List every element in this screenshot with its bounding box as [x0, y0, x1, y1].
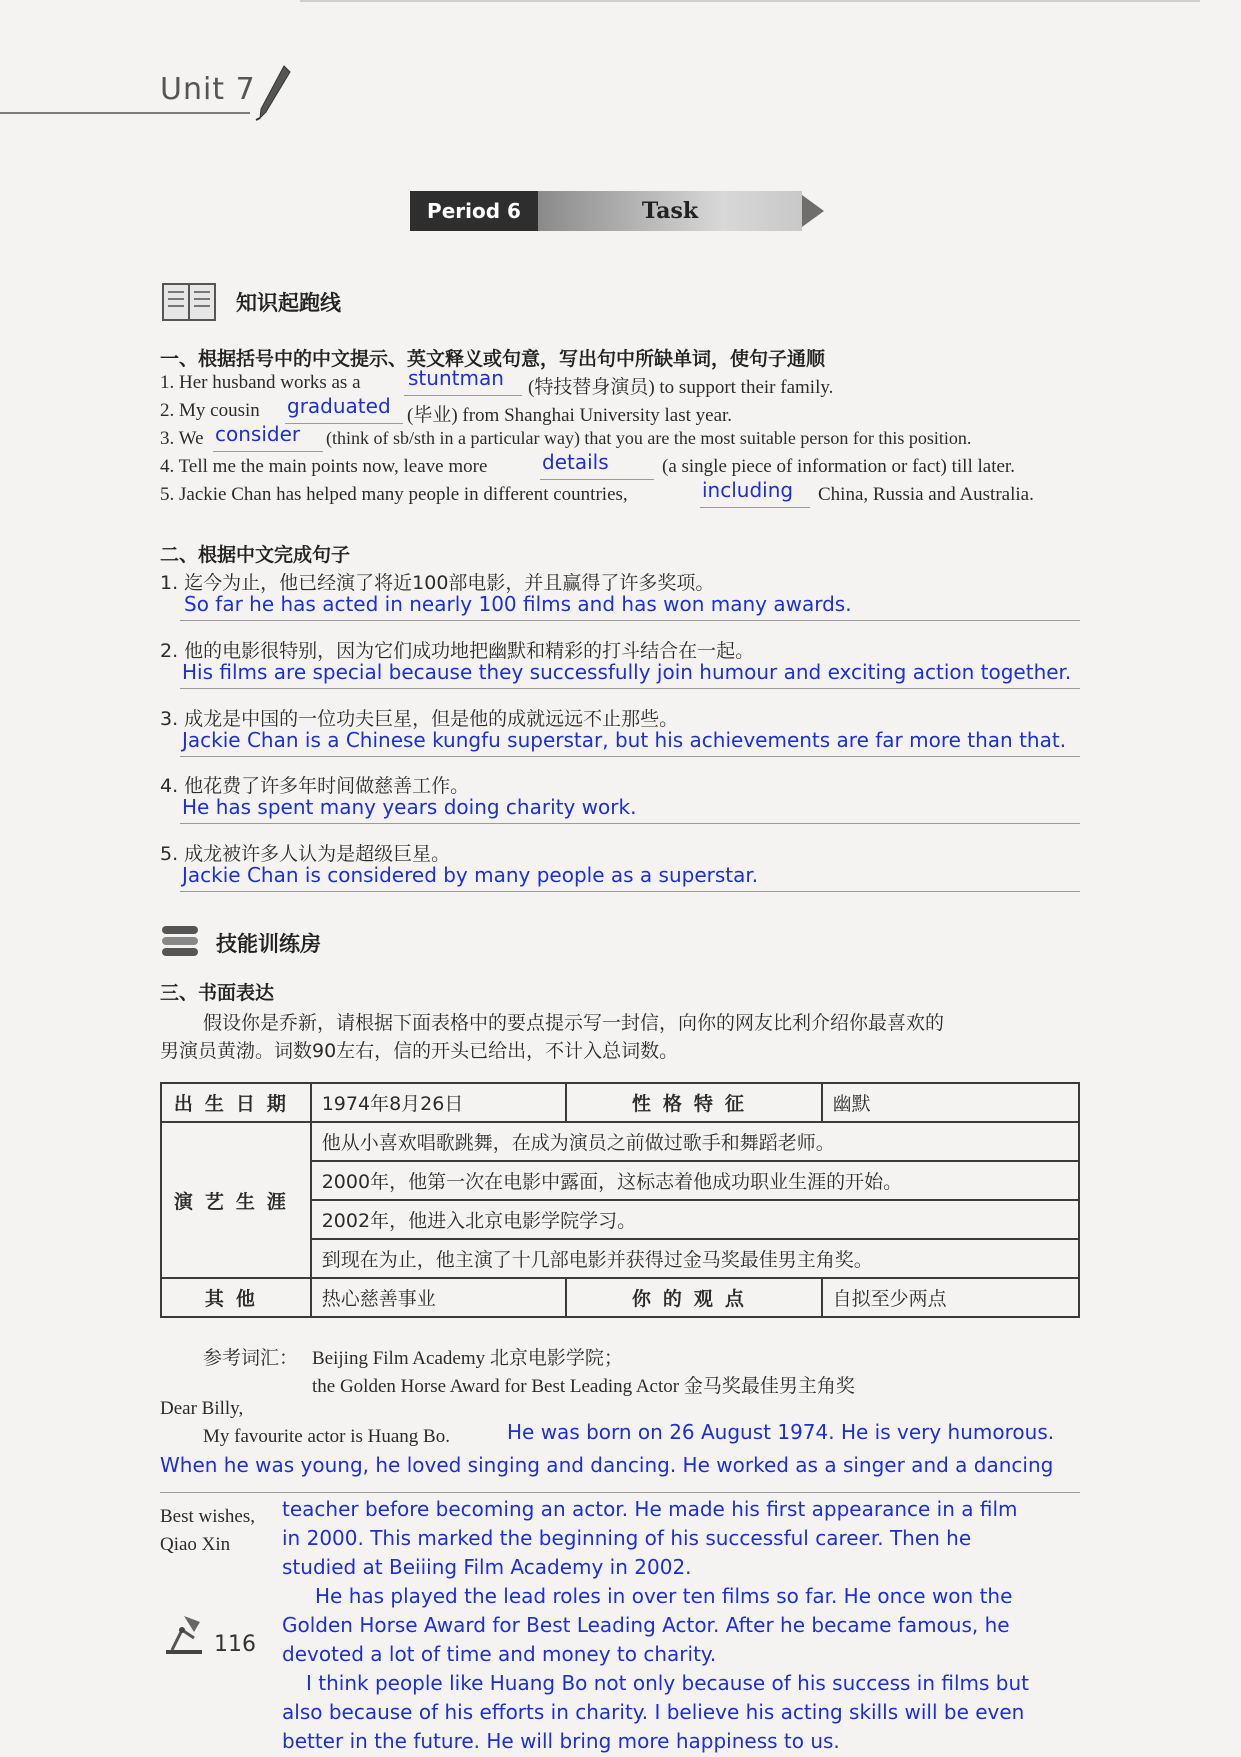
- letter-answer-line-10: also because of his efforts in charity. I believe his acting skills will be even: [282, 1700, 1025, 1724]
- career-label: 演艺生涯: [161, 1122, 311, 1278]
- vocab-label: 参考词汇：: [203, 1348, 299, 1369]
- answer-line: [180, 620, 1080, 621]
- part1-item-2-rest: (毕业) from Shanghai University last year.: [407, 405, 733, 426]
- table-row: [161, 1083, 1079, 1122]
- desk-lamp-icon: [160, 1608, 208, 1658]
- vocab-line-1: Beijing Film Academy 北京电影学院；: [312, 1348, 623, 1369]
- letter-answer-line-9: I think people like Huang Bo not only because of his success in films but: [306, 1671, 1029, 1695]
- table-row: [161, 1122, 1079, 1161]
- letter-answer-line-8: devoted a lot of time and money to charity.: [282, 1642, 717, 1666]
- part1-item-1: 1. Her husband works as a: [160, 372, 361, 393]
- stack-icon: [160, 924, 200, 958]
- part2-answer-3: Jackie Chan is a Chinese kungfu superstar, but his achievements are far more than that.: [182, 728, 1067, 752]
- part1-item-4: 4. Tell me the main points now, leave more: [160, 456, 488, 477]
- part2-prompt-5: 5. 成龙被许多人认为是超级巨星。: [160, 843, 451, 865]
- top-rule: [300, 0, 1200, 2]
- part2-answer-2: His films are special because they successfully join humour and exciting action together.: [182, 660, 1072, 684]
- letter-answer-line-7: Golden Horse Award for Best Leading Actor. After he became famous, he: [282, 1613, 1010, 1637]
- answer-line: [213, 451, 323, 452]
- part3-instruction-line-2: 男演员黄渤。词数90左右，信的开头已给出，不计入总词数。: [160, 1040, 679, 1062]
- vocab-line-2: the Golden Horse Award for Best Leading Actor 金马奖最佳男主角奖: [312, 1376, 855, 1397]
- section-heading-1: 知识起跑线: [236, 291, 341, 315]
- birth-label: 出生日期: [161, 1083, 311, 1122]
- part2-answer-4: He has spent many years doing charity work.: [182, 795, 637, 819]
- part1-item-5-rest: China, Russia and Australia.: [818, 484, 1034, 505]
- other-value: 热心慈善事业: [311, 1278, 566, 1317]
- period-title: Task: [538, 191, 802, 231]
- letter-answer-line-5: studied at Beiiing Film Academy in 2002.: [282, 1555, 692, 1579]
- opinion-label: 你的观点: [566, 1278, 821, 1317]
- part1-item-2: 2. My cousin: [160, 400, 260, 421]
- banner-arrow-icon: [802, 195, 824, 227]
- part2-prompt-2: 2. 他的电影很特别，因为它们成功地把幽默和精彩的打斗结合在一起。: [160, 640, 755, 662]
- answer-line: [180, 756, 1080, 757]
- table-row: [161, 1278, 1079, 1317]
- answer-line: [285, 423, 403, 424]
- part2-prompt-1: 1. 迄今为止，他已经演了将近100部电影，并且赢得了许多奖项。: [160, 572, 715, 594]
- answer-line: [180, 823, 1080, 824]
- section-heading-2: 技能训练房: [216, 932, 321, 956]
- part1-item-1-rest: (特技替身演员) to support their family.: [528, 377, 834, 398]
- letter-answer-line-4: in 2000. This marked the beginning of his successful career. Then he: [282, 1526, 972, 1550]
- period-label: Period 6: [410, 191, 538, 231]
- letter-greeting: Dear Billy,: [160, 1398, 244, 1419]
- career-row: 他从小喜欢唱歌跳舞，在成为演员之前做过歌手和舞蹈老师。: [311, 1122, 1079, 1161]
- answer-line: [160, 1492, 1080, 1493]
- letter-answer-line-6: He has played the lead roles in over ten films so far. He once won the: [315, 1584, 1013, 1608]
- part1-title: 一、根据括号中的中文提示、英文释义或句意，写出句中所缺单词，使句子通顺: [160, 348, 826, 370]
- unit-title: Unit 7: [160, 72, 256, 107]
- letter-answer-line-11: better in the future. He will bring more happiness to us.: [282, 1729, 840, 1753]
- part1-answer-1: stuntman: [408, 366, 504, 390]
- part2-answer-5: Jackie Chan is considered by many people as a superstar.: [182, 863, 759, 887]
- birth-value: 1974年8月26日: [311, 1083, 566, 1122]
- part2-title: 二、根据中文完成句子: [160, 544, 351, 566]
- other-label: 其他: [161, 1278, 311, 1317]
- unit-rule: [0, 112, 250, 114]
- pen-icon: [252, 62, 292, 122]
- part1-answer-2: graduated: [287, 394, 391, 418]
- part3-instruction-line-1: 假设你是乔新，请根据下面表格中的要点提示写一封信，向你的网友比利介绍你最喜欢的: [203, 1012, 945, 1034]
- part3-title: 三、书面表达: [160, 982, 275, 1004]
- part1-item-5: 5. Jackie Chan has helped many people in different countries,: [160, 484, 628, 505]
- part2-answer-1: So far he has acted in nearly 100 films and has won many awards.: [184, 592, 852, 616]
- answer-line: [180, 688, 1080, 689]
- trait-value: 幽默: [822, 1083, 1079, 1122]
- answer-line: [180, 891, 1080, 892]
- page-number: 116: [214, 1632, 256, 1657]
- letter-signature: Qiao Xin: [160, 1534, 231, 1555]
- trait-label: 性格特征: [566, 1083, 821, 1122]
- info-table: [160, 1082, 1080, 1318]
- letter-answer-line-2: When he was young, he loved singing and dancing. He worked as a singer and a dancing: [160, 1453, 1054, 1477]
- part1-answer-4: details: [542, 450, 609, 474]
- letter-closing: Best wishes,: [160, 1506, 255, 1527]
- career-row: 2002年，他进入北京电影学院学习。: [311, 1200, 1079, 1239]
- part1-item-3: 3. We: [160, 428, 204, 449]
- book-icon: [162, 282, 216, 322]
- part1-answer-5: including: [702, 478, 794, 502]
- period-banner: [410, 191, 802, 231]
- letter-answer-line-1: He was born on 26 August 1974. He is very humorous.: [507, 1420, 1055, 1444]
- part2-prompt-3: 3. 成龙是中国的一位功夫巨星，但是他的成就远远不止那些。: [160, 708, 679, 730]
- part1-answer-3: consider: [215, 422, 301, 446]
- part2-prompt-4: 4. 他花费了许多年时间做慈善工作。: [160, 775, 470, 797]
- letter-answer-line-3: teacher before becoming an actor. He made his first appearance in a film: [282, 1497, 1018, 1521]
- part1-item-4-rest: (a single piece of information or fact) till later.: [662, 456, 1015, 477]
- career-row: 到现在为止，他主演了十几部电影并获得过金马奖最佳男主角奖。: [311, 1239, 1079, 1278]
- career-row: 2000年，他第一次在电影中露面，这标志着他成功职业生涯的开始。: [311, 1161, 1079, 1200]
- letter-opening: My favourite actor is Huang Bo.: [203, 1426, 450, 1447]
- opinion-value: 自拟至少两点: [822, 1278, 1079, 1317]
- answer-line: [540, 479, 654, 480]
- answer-line: [404, 395, 522, 396]
- answer-line: [700, 507, 810, 508]
- part1-item-3-rest: (think of sb/sth in a particular way) that you are the most suitable person for this position.: [326, 428, 972, 448]
